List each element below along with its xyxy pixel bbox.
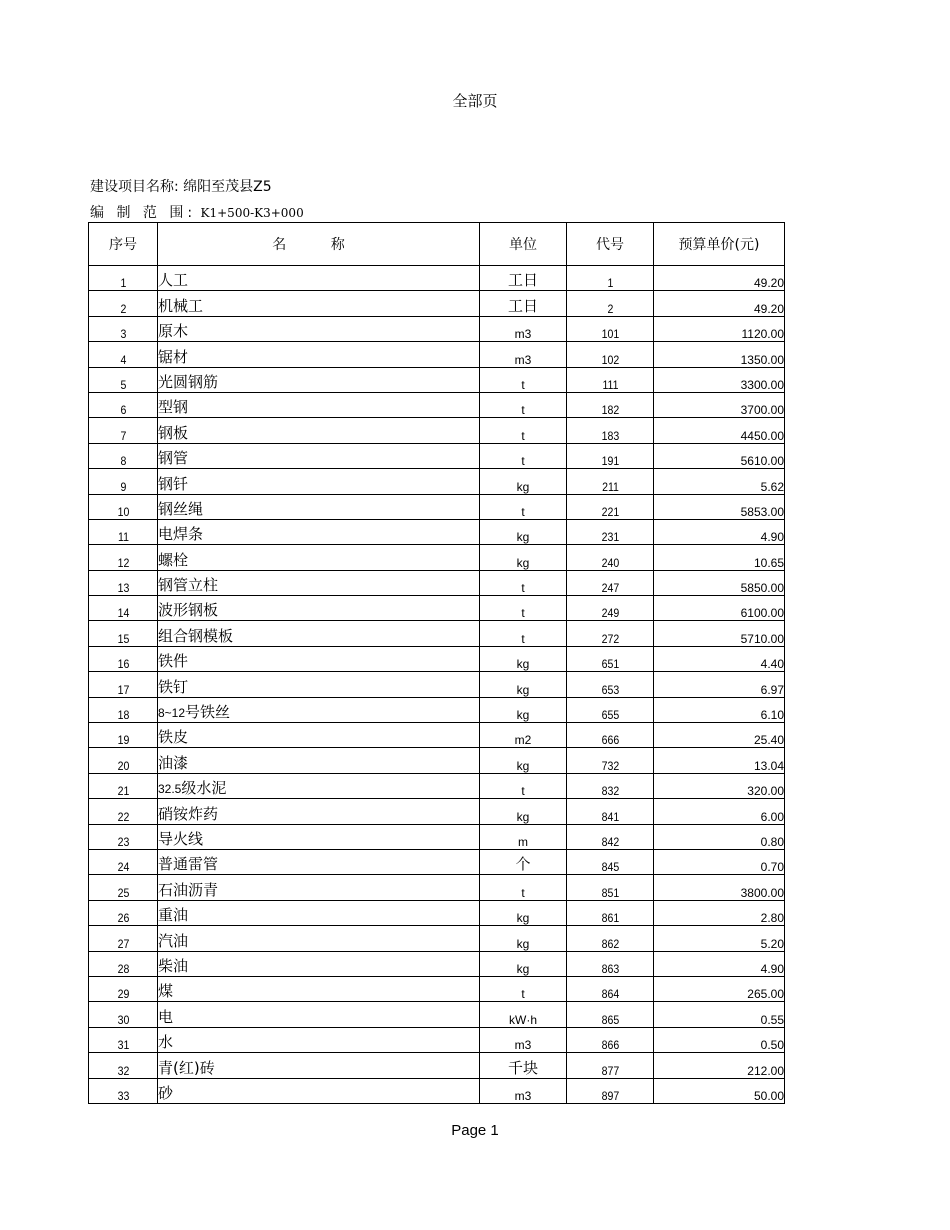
cell-price: 212.00: [654, 1053, 785, 1078]
cell-name: 钢丝绳: [158, 494, 480, 519]
cell-name: 硝铵炸药: [158, 799, 480, 824]
cell-unit: kg: [480, 951, 567, 976]
cell-code: 111: [572, 367, 649, 392]
cell-seq: 24: [93, 849, 154, 874]
cell-unit: kg: [480, 469, 567, 494]
cell-unit: m3: [480, 1027, 567, 1052]
cell-unit: t: [480, 621, 567, 646]
cell-unit: t: [480, 570, 567, 595]
cell-name: 普通雷管: [158, 849, 480, 874]
cell-name: 钢管立柱: [158, 570, 480, 595]
cell-price: 49.20: [654, 291, 785, 316]
cell-name: 煤: [158, 976, 480, 1001]
cell-code: 247: [572, 570, 649, 595]
cell-price: 6100.00: [654, 596, 785, 621]
cell-unit: kW·h: [480, 1002, 567, 1027]
table-row: [89, 621, 785, 646]
cell-code: 841: [572, 799, 649, 824]
cell-code: 653: [572, 672, 649, 697]
cell-seq: 5: [93, 367, 154, 392]
cell-name: 波形钢板: [158, 596, 480, 621]
cell-name: 石油沥青: [158, 875, 480, 900]
table-row: [89, 392, 785, 417]
cell-name: 电焊条: [158, 519, 480, 544]
page-header: 全部页: [452, 92, 498, 110]
cell-unit: 个: [480, 849, 567, 874]
cell-seq: 19: [93, 723, 154, 748]
cell-code: 862: [572, 926, 649, 951]
table-row: [89, 900, 785, 925]
cell-name: 水: [158, 1027, 480, 1052]
cell-name: 铁钉: [158, 672, 480, 697]
table-row: [89, 799, 785, 824]
table-row: [89, 291, 785, 316]
cell-seq: 14: [93, 596, 154, 621]
cell-unit: kg: [480, 926, 567, 951]
cell-seq: 27: [93, 926, 154, 951]
table-row: [89, 342, 785, 367]
table-row: [89, 494, 785, 519]
cell-seq: 3: [93, 316, 154, 341]
table-body: [89, 266, 785, 1104]
cell-unit: kg: [480, 748, 567, 773]
header-seq: 序号: [89, 223, 158, 266]
cell-name: 青(红)砖: [158, 1053, 480, 1078]
cell-name: 铁皮: [158, 723, 480, 748]
cell-seq: 17: [93, 672, 154, 697]
unit-price-table: [88, 222, 785, 1104]
cell-name: 钢管: [158, 443, 480, 468]
cell-price: 6.00: [654, 799, 785, 824]
cell-price: 13.04: [654, 748, 785, 773]
cell-price: 0.50: [654, 1027, 785, 1052]
cell-price: 265.00: [654, 976, 785, 1001]
cell-seq: 11: [93, 519, 154, 544]
cell-name: 机械工: [158, 291, 480, 316]
cell-unit: kg: [480, 672, 567, 697]
cell-name: 油漆: [158, 748, 480, 773]
cell-unit: m3: [480, 342, 567, 367]
cell-seq: 10: [93, 494, 154, 519]
cell-price: 4.90: [654, 951, 785, 976]
cell-price: 4450.00: [654, 418, 785, 443]
project-name-line: [90, 176, 272, 196]
cell-price: 5850.00: [654, 570, 785, 595]
cell-price: 1120.00: [654, 316, 785, 341]
table-header-row: [89, 223, 785, 266]
cell-unit: t: [480, 418, 567, 443]
cell-price: 25.40: [654, 723, 785, 748]
cell-code: 183: [572, 418, 649, 443]
cell-price: 0.55: [654, 1002, 785, 1027]
cell-price: 50.00: [654, 1078, 785, 1103]
cell-code: 240: [572, 545, 649, 570]
table-row: [89, 418, 785, 443]
cell-code: 842: [572, 824, 649, 849]
cell-unit: m3: [480, 316, 567, 341]
cell-name: 钢钎: [158, 469, 480, 494]
table-row: [89, 469, 785, 494]
cell-code: 851: [572, 875, 649, 900]
cell-unit: m3: [480, 1078, 567, 1103]
cell-seq: 9: [93, 469, 154, 494]
cell-unit: t: [480, 367, 567, 392]
cell-name: 汽油: [158, 926, 480, 951]
cell-code: 732: [572, 748, 649, 773]
cell-code: 249: [572, 596, 649, 621]
cell-price: 10.65: [654, 545, 785, 570]
cell-unit: t: [480, 596, 567, 621]
cell-code: 666: [572, 723, 649, 748]
cell-price: 320.00: [654, 773, 785, 798]
cell-price: 5.20: [654, 926, 785, 951]
cell-code: 211: [572, 469, 649, 494]
cell-code: 864: [572, 976, 649, 1001]
cell-name: 32.5级水泥: [158, 773, 480, 798]
table-row: [89, 316, 785, 341]
cell-unit: t: [480, 976, 567, 1001]
cell-seq: 6: [93, 392, 154, 417]
cell-name: 8~12号铁丝: [158, 697, 480, 722]
cell-seq: 18: [93, 697, 154, 722]
cell-unit: 千块: [480, 1053, 567, 1078]
cell-code: 101: [572, 316, 649, 341]
cell-seq: 23: [93, 824, 154, 849]
cell-unit: m: [480, 824, 567, 849]
cell-unit: 工日: [480, 291, 567, 316]
cell-code: 231: [572, 519, 649, 544]
cell-code: 865: [572, 1002, 649, 1027]
table-row: [89, 1027, 785, 1052]
table-row: [89, 849, 785, 874]
cell-price: 49.20: [654, 266, 785, 291]
cell-seq: 20: [93, 748, 154, 773]
cell-unit: kg: [480, 799, 567, 824]
cell-seq: 12: [93, 545, 154, 570]
cell-unit: kg: [480, 646, 567, 671]
cell-name: 锯材: [158, 342, 480, 367]
cell-seq: 4: [93, 342, 154, 367]
cell-name: 重油: [158, 900, 480, 925]
cell-price: 3700.00: [654, 392, 785, 417]
cell-seq: 1: [93, 266, 154, 291]
scope-value: K1+500-K3+000: [200, 206, 304, 220]
cell-code: 2: [572, 291, 649, 316]
cell-unit: kg: [480, 697, 567, 722]
cell-code: 272: [572, 621, 649, 646]
cell-price: 3300.00: [654, 367, 785, 392]
table-row: [89, 951, 785, 976]
cell-name: 螺栓: [158, 545, 480, 570]
cell-code: 651: [572, 646, 649, 671]
cell-name: 型钢: [158, 392, 480, 417]
cell-name: 砂: [158, 1078, 480, 1103]
cell-unit: t: [480, 494, 567, 519]
cell-name: 铁件: [158, 646, 480, 671]
cell-seq: 13: [93, 570, 154, 595]
cell-name: 电: [158, 1002, 480, 1027]
cell-code: 863: [572, 951, 649, 976]
cell-seq: 29: [93, 976, 154, 1001]
cell-name: 人工: [158, 266, 480, 291]
cell-seq: 26: [93, 900, 154, 925]
cell-price: 2.80: [654, 900, 785, 925]
cell-code: 1: [572, 266, 649, 291]
cell-code: 866: [572, 1027, 649, 1052]
cell-name: 光圆钢筋: [158, 367, 480, 392]
cell-unit: m2: [480, 723, 567, 748]
table-row: [89, 1053, 785, 1078]
cell-code: 191: [572, 443, 649, 468]
cell-seq: 28: [93, 951, 154, 976]
cell-code: 832: [572, 773, 649, 798]
table-row: [89, 723, 785, 748]
cell-name: 原木: [158, 316, 480, 341]
cell-price: 5.62: [654, 469, 785, 494]
cell-unit: kg: [480, 900, 567, 925]
cell-code: 877: [572, 1053, 649, 1078]
cell-unit: t: [480, 443, 567, 468]
cell-seq: 16: [93, 646, 154, 671]
table-row: [89, 519, 785, 544]
cell-name: 导火线: [158, 824, 480, 849]
project-name-value: 绵阳至茂县Z5: [183, 179, 272, 195]
header-unit: 单位: [480, 223, 567, 266]
header-price: 预算单价(元): [654, 223, 785, 266]
table-row: [89, 443, 785, 468]
table-row: [89, 266, 785, 291]
cell-seq: 8: [93, 443, 154, 468]
table-row: [89, 545, 785, 570]
cell-code: 182: [572, 392, 649, 417]
scope-line: [90, 202, 304, 222]
table-row: [89, 646, 785, 671]
cell-code: 897: [572, 1078, 649, 1103]
cell-name: 组合钢模板: [158, 621, 480, 646]
cell-seq: 33: [93, 1078, 154, 1103]
cell-seq: 21: [93, 773, 154, 798]
table-row: [89, 926, 785, 951]
cell-seq: 30: [93, 1002, 154, 1027]
table-row: [89, 367, 785, 392]
table-row: [89, 875, 785, 900]
cell-unit: t: [480, 773, 567, 798]
header-code: 代号: [567, 223, 654, 266]
cell-unit: t: [480, 875, 567, 900]
table-row: [89, 773, 785, 798]
header-name: [158, 223, 480, 266]
table-row: [89, 1078, 785, 1103]
project-name-label: 建设项目名称:: [90, 179, 179, 195]
header-name-text: 名 称: [272, 237, 365, 253]
cell-code: 845: [572, 849, 649, 874]
cell-unit: kg: [480, 545, 567, 570]
cell-seq: 32: [93, 1053, 154, 1078]
cell-seq: 15: [93, 621, 154, 646]
table-row: [89, 1002, 785, 1027]
page-footer: Page 1: [451, 1122, 499, 1139]
cell-name: 柴油: [158, 951, 480, 976]
cell-unit: t: [480, 392, 567, 417]
cell-code: 655: [572, 697, 649, 722]
table-row: [89, 596, 785, 621]
cell-price: 5710.00: [654, 621, 785, 646]
table-row: [89, 672, 785, 697]
cell-seq: 2: [93, 291, 154, 316]
table-row: [89, 824, 785, 849]
table-row: [89, 570, 785, 595]
cell-price: 6.10: [654, 697, 785, 722]
cell-price: 0.80: [654, 824, 785, 849]
cell-seq: 25: [93, 875, 154, 900]
cell-name: 钢板: [158, 418, 480, 443]
cell-price: 6.97: [654, 672, 785, 697]
cell-seq: 31: [93, 1027, 154, 1052]
cell-price: 5610.00: [654, 443, 785, 468]
scope-label: 编 制 范 围:: [90, 205, 197, 221]
cell-price: 4.90: [654, 519, 785, 544]
cell-price: 4.40: [654, 646, 785, 671]
cell-price: 5853.00: [654, 494, 785, 519]
cell-price: 1350.00: [654, 342, 785, 367]
table-row: [89, 697, 785, 722]
cell-price: 0.70: [654, 849, 785, 874]
cell-price: 3800.00: [654, 875, 785, 900]
cell-unit: 工日: [480, 266, 567, 291]
cell-code: 221: [572, 494, 649, 519]
table-row: [89, 976, 785, 1001]
cell-seq: 7: [93, 418, 154, 443]
cell-code: 861: [572, 900, 649, 925]
cell-code: 102: [572, 342, 649, 367]
cell-unit: kg: [480, 519, 567, 544]
table-row: [89, 748, 785, 773]
cell-seq: 22: [93, 799, 154, 824]
